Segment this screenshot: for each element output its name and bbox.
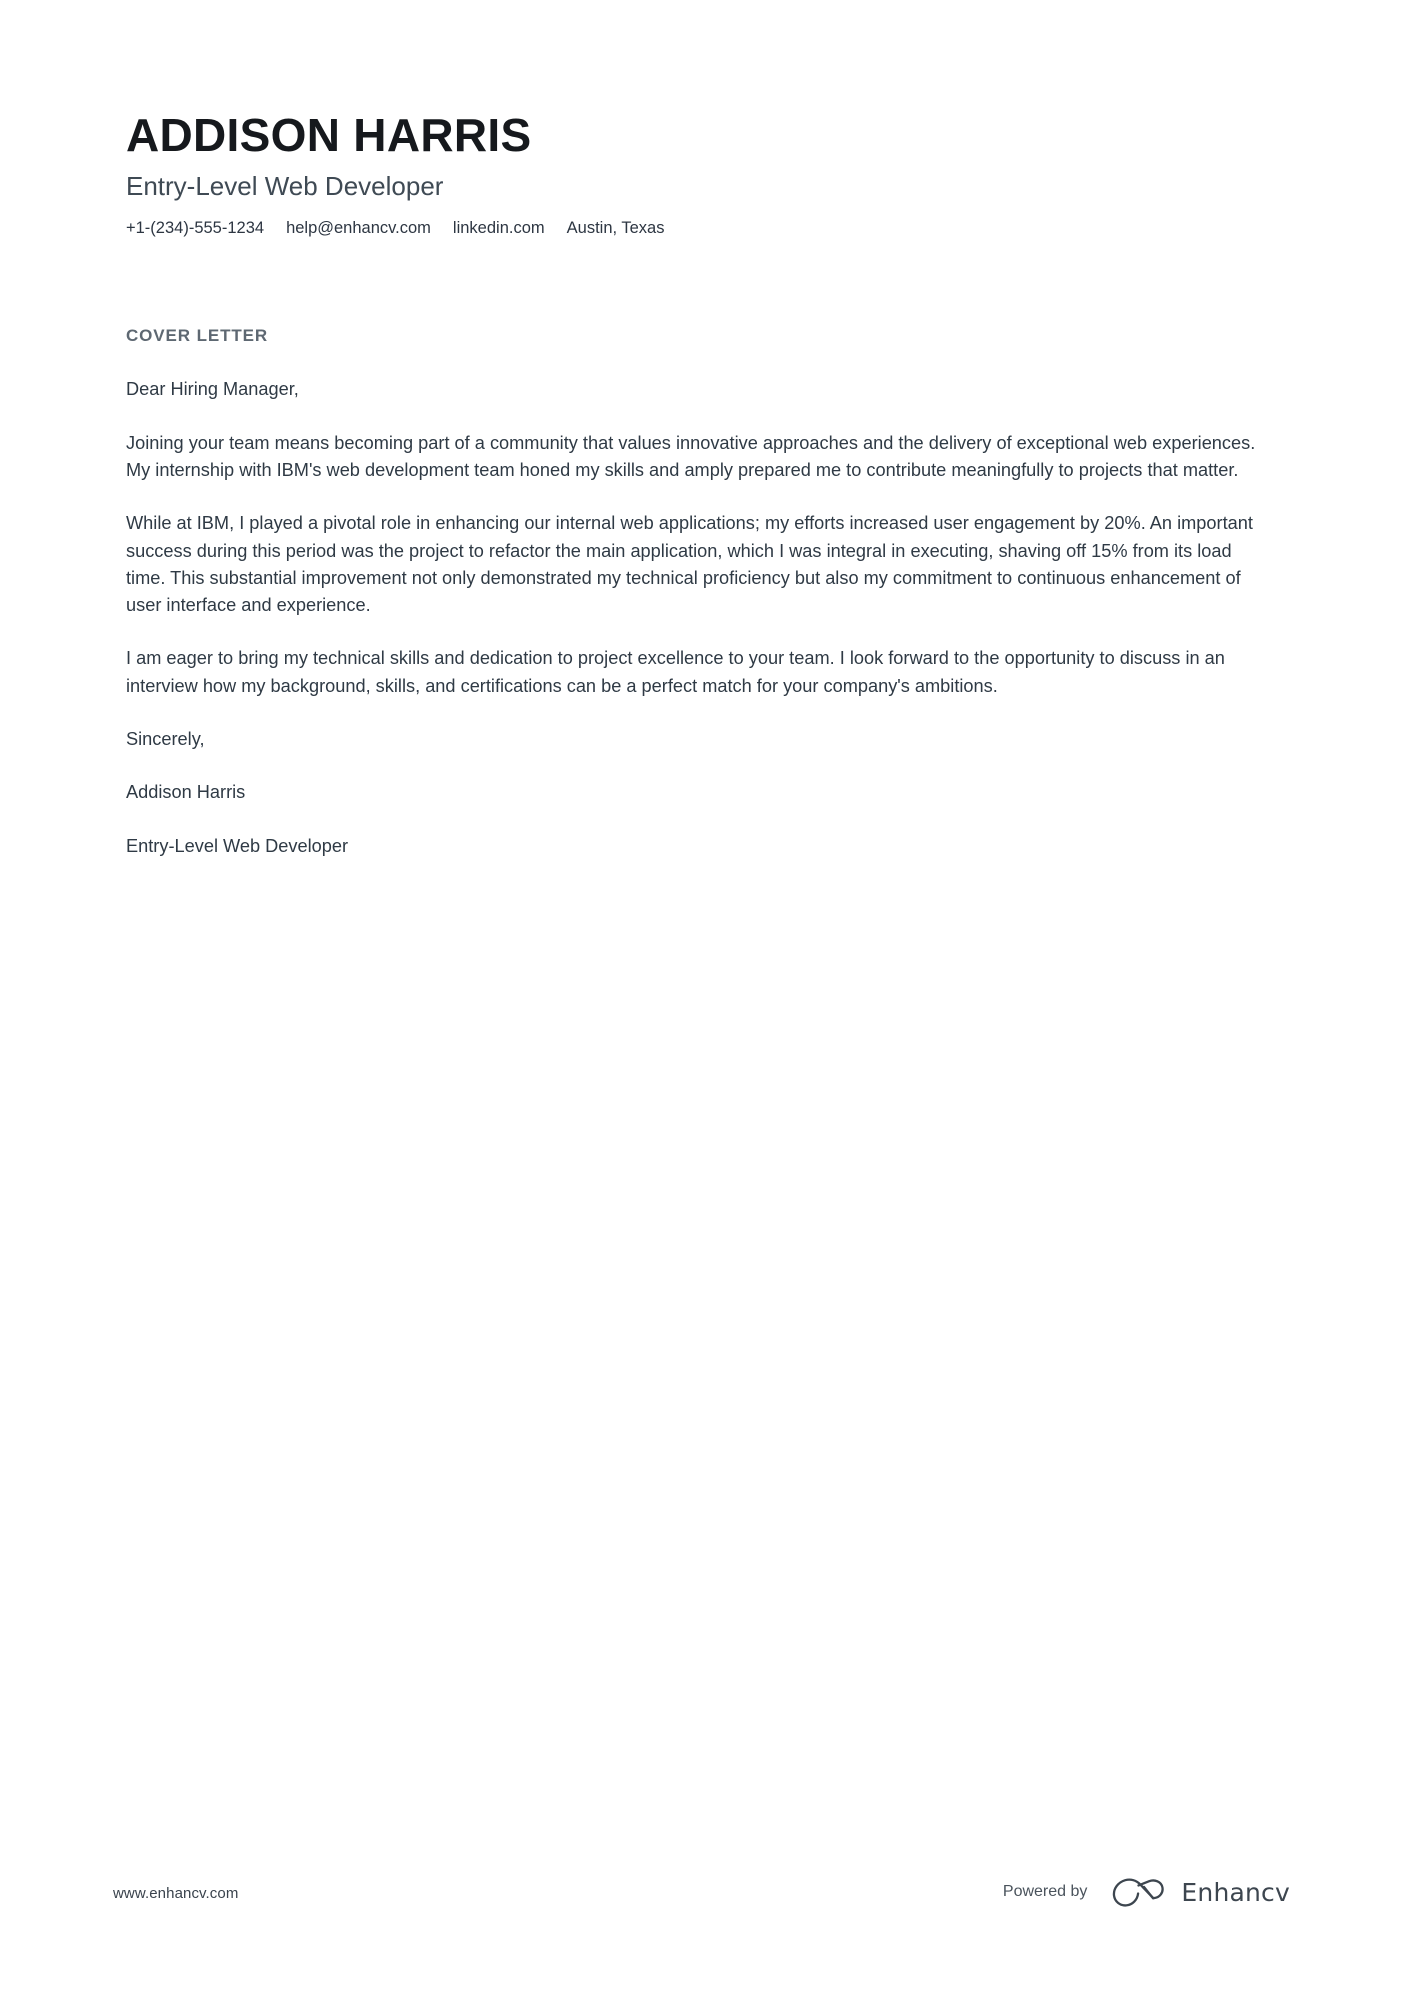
enhancv-logo-lockup: [1109, 1877, 1290, 1907]
letter-paragraph-2: While at IBM, I played a pivotal role in enhancing our internal web applications; my efforts increased user engagement by 20%. An important success during this period was the project to refactor the main application, which I was integral in executing, shaving off 15% from its load time. This substantial improvement not only demonstrated my technical proficiency but also my commitment to continuous enhancement of user interface and experience.: [126, 513, 1253, 616]
letter-closing: Sincerely,: [126, 729, 205, 750]
footer-website-link[interactable]: www.enhancv.com: [113, 1885, 239, 1902]
powered-by-label: Powered by: [1002, 1883, 1088, 1900]
document-footer: [0, 1877, 1410, 1917]
document-header: [126, 0, 1284, 240]
contact-phone: +1-(234)-555-1234: [126, 219, 265, 238]
enhancv-infinity-logo-icon: [1109, 1877, 1165, 1907]
letter-signature-name: Addison Harris: [126, 782, 246, 803]
letter-signature-role: Entry-Level Web Developer: [126, 835, 349, 856]
footer-branding: [1003, 1877, 1290, 1907]
candidate-job-title: Entry-Level Web Developer: [126, 170, 444, 201]
letter-paragraph-3: I am eager to bring my technical skills and dedication to project excellence to your team. I look forward to the opportunity to discuss in an interview how my background, skills, and certifications can be a perfect match for your company's ambitions.: [126, 648, 1225, 696]
section-title-cover-letter: COVER LETTER: [126, 326, 269, 346]
cover-letter-body: [126, 376, 1284, 860]
letter-paragraph-1: Joining your team means becoming part of a community that values innovative approaches and the delivery of exceptional web experiences. My internship with IBM's web development team honed my skills and amply prepared me to contribute meaningfully to projects that matter.: [126, 432, 1256, 480]
letter-salutation: Dear Hiring Manager,: [126, 379, 299, 400]
candidate-name: ADDISON HARRIS: [126, 109, 532, 161]
document-content: [126, 0, 1284, 860]
contact-linkedin[interactable]: linkedin.com: [452, 219, 545, 238]
contact-email[interactable]: help@enhancv.com: [286, 219, 431, 238]
contact-location: Austin, Texas: [566, 219, 665, 238]
contact-info-row: [126, 217, 1284, 240]
cover-letter-section: [126, 326, 1284, 860]
enhancv-brand-name: Enhancv: [1181, 1877, 1290, 1907]
